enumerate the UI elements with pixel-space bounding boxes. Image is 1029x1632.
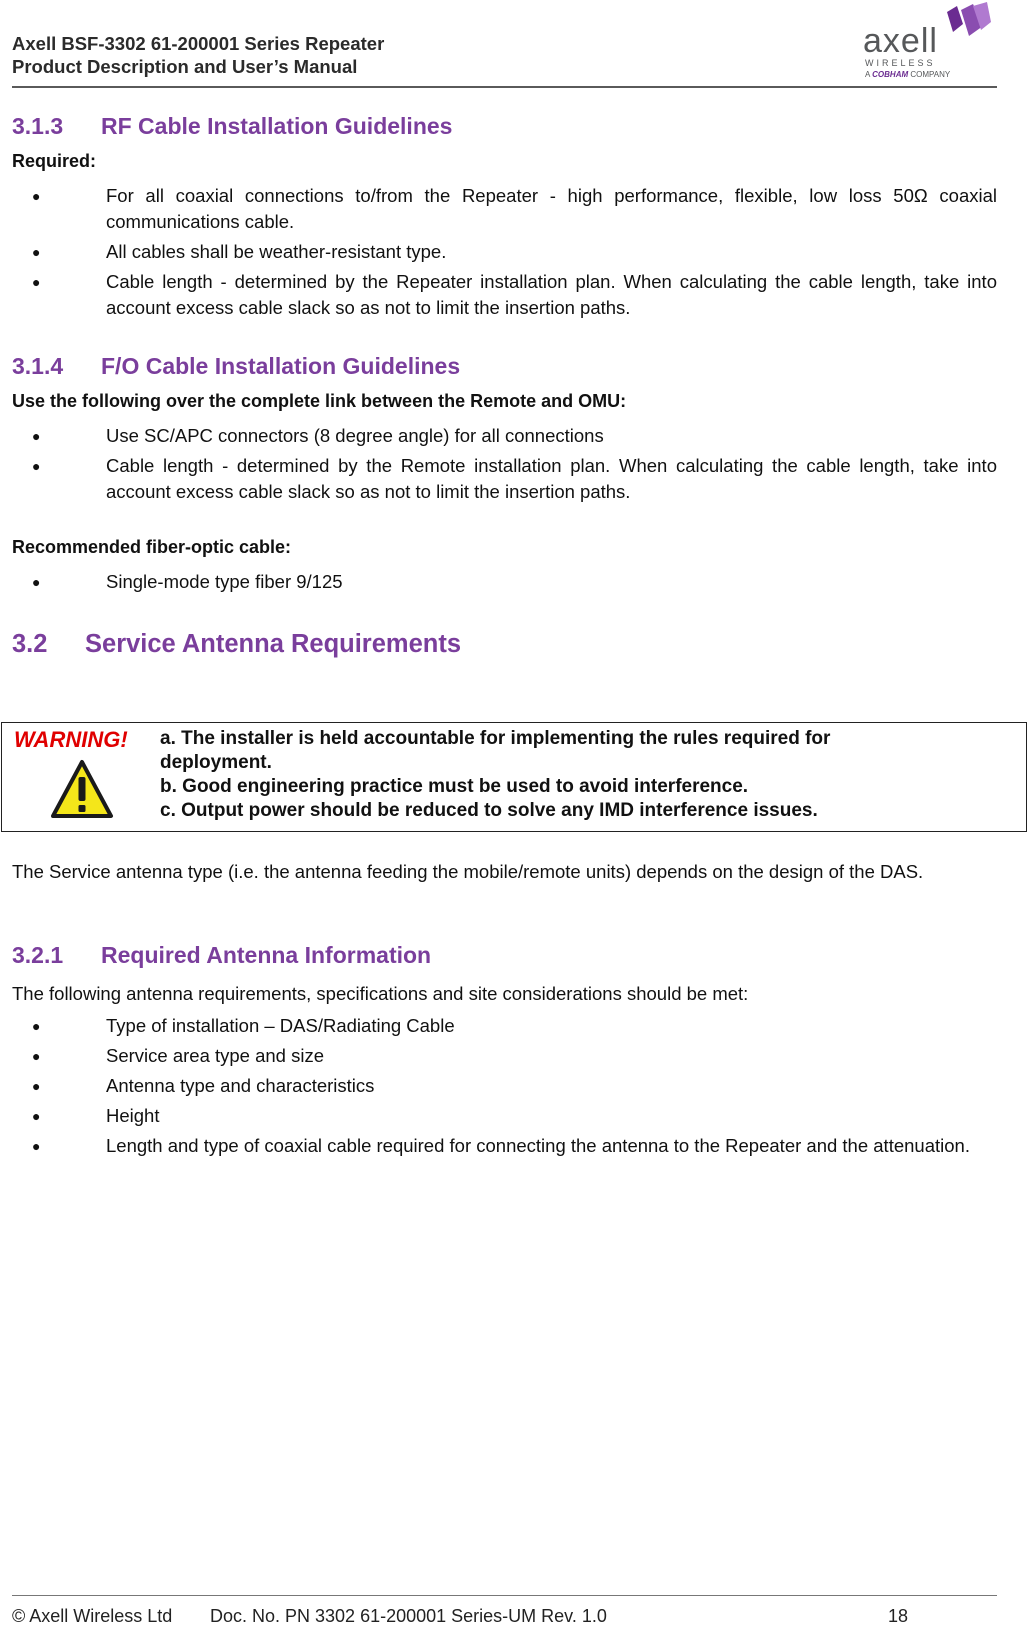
header-title-line1: Axell BSF-3302 61-200001 Series Repeater	[12, 33, 385, 54]
antenna-info-list	[12, 1013, 997, 1163]
list-item: ● Service area type and size	[32, 1045, 325, 1066]
list-item: ● Single-mode type fiber 9/125	[32, 571, 343, 592]
service-antenna-paragraph: The Service antenna type (i.e. the antenna feeding the mobile/remote units) depends on the design of the DAS.	[12, 861, 924, 882]
list-item: ● Use SC/APC connectors (8 degree angle) for all connections	[32, 425, 604, 446]
logo-mark-icon	[943, 2, 993, 52]
list-item: ● Length and type of coaxial cable required for connecting the antenna to the Repeater and the attenuation.	[32, 1135, 970, 1156]
lead-antenna-requirements: The following antenna requirements, specifications and site considerations should be met:	[12, 983, 749, 1004]
footer-copyright: © Axell Wireless Ltd	[12, 1606, 173, 1626]
warning-triangle-icon	[50, 759, 114, 821]
list-item: ● For all coaxial connections to/from the Repeater - high performance, flexible, low loss 50Ω coaxial communications cable.	[32, 185, 997, 232]
page-header	[12, 22, 997, 88]
rf-cable-list	[12, 183, 997, 325]
list-item: ● Cable length - determined by the Repeater installation plan. When calculating the cable length, take into account excess cable slack so as not to limit the insertion paths.	[32, 271, 997, 318]
lead-use-following: Use the following over the complete link between the Remote and OMU:	[12, 391, 627, 411]
list-item: ● Height	[32, 1105, 160, 1126]
warning-text	[160, 727, 830, 823]
list-item: ● Cable length - determined by the Remote installation plan. When calculating the cable length, take into account excess cable slack so as not to limit the insertion paths.	[32, 455, 997, 502]
lead-required: Required:	[12, 151, 97, 171]
list-item: ● Type of installation – DAS/Radiating Cable	[32, 1015, 455, 1036]
warning-label: WARNING!	[14, 727, 128, 752]
warning-line: a. The installer is held accountable for implementing the rules required for	[160, 728, 831, 749]
list-item: ● All cables shall be weather-resistant type.	[32, 241, 447, 262]
logo-sub-wireless: WIRELESS	[865, 58, 936, 68]
heading-3-2-1: 3.2.1 Required Antenna Information	[12, 942, 432, 968]
lead-recommended-fiber: Recommended fiber-optic cable:	[12, 537, 292, 557]
fiber-list	[12, 569, 997, 599]
header-title	[12, 32, 384, 78]
list-item: ● Antenna type and characteristics	[32, 1075, 375, 1096]
warning-line: b. Good engineering practice must be used to avoid interference.	[160, 776, 749, 797]
logo-sub-company: A COBHAM COMPANY	[865, 70, 951, 79]
header-title-line2: Product Description and User’s Manual	[12, 56, 358, 77]
warning-line: deployment.	[160, 752, 272, 773]
heading-3-2: 3.2 Service Antenna Requirements	[12, 630, 462, 658]
warning-line: c. Output power should be reduced to solve any IMD interference issues.	[160, 800, 818, 821]
warning-box	[1, 722, 1027, 832]
heading-3-1-3: 3.1.3 RF Cable Installation Guidelines	[12, 113, 453, 139]
footer-page-number: 18	[888, 1606, 909, 1626]
axell-logo	[853, 2, 993, 86]
logo-word: axell	[863, 22, 938, 60]
heading-3-1-4: 3.1.4 F/O Cable Installation Guidelines	[12, 353, 461, 379]
page-footer	[12, 1595, 997, 1626]
fo-cable-list	[12, 423, 997, 509]
footer-doc-number: Doc. No. PN 3302 61-200001 Series-UM Rev. 1.0	[210, 1606, 607, 1626]
